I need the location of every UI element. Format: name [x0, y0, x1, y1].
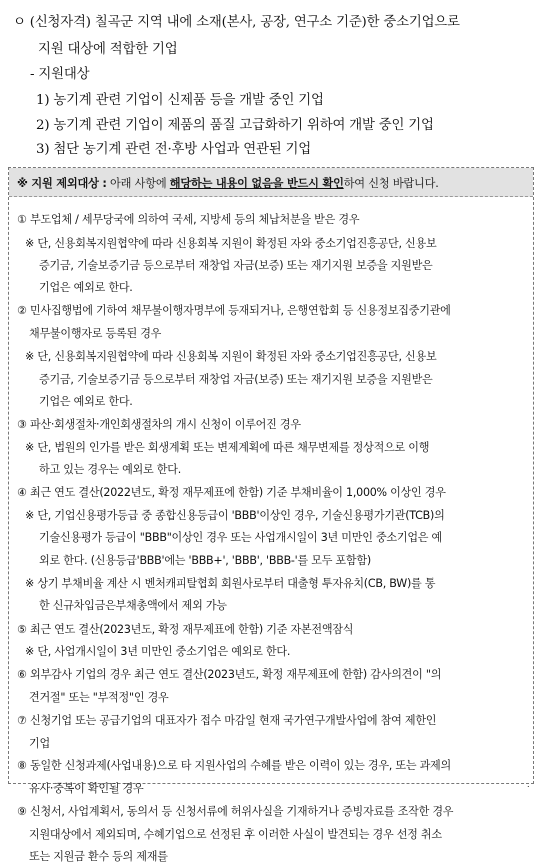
exclusion-line: ※ 단, 법원의 인가를 받은 회생계획 또는 변제계획에 따른 채무변제를 정상적으로 이행	[25, 441, 430, 454]
exclusion-line: 지원대상에서 제외되며, 수혜기업으로 선정된 후 이러한 사실이 발견되는 경우 선정 취소	[29, 828, 442, 841]
trailing-dot: .	[527, 780, 530, 789]
intro-line-target-1: 1) 농기계 관련 기업이 신제품 등을 개발 중인 기업	[36, 93, 324, 108]
exclusion-line: 증기금, 기술보증기금 등으로부터 재창업 자금(보증) 또는 재기지원 보증을 지원받은	[39, 259, 433, 272]
exclusion-box	[8, 167, 534, 863]
intro-line-target-2: 2) 농기계 관련 기업이 제품의 품질 고급화하기 위하여 개발 중인 기업	[36, 118, 434, 133]
exclusion-line: 유사·중복이 확인될 경우	[29, 782, 144, 795]
exclusion-line: 외로 한다. (신용등급'BBB'에는 'BBB+', 'BBB', 'BBB-'를 모두 포함함)	[39, 554, 371, 567]
intro-line-target-heading: - 지원대상	[30, 67, 90, 82]
exclusion-header-text	[17, 175, 439, 191]
exclusion-line: 채무불이행자로 등록된 경우	[29, 327, 162, 340]
exclusion-line: ④ 최근 연도 결산(2022년도, 확정 재무제표에 한함) 기준 부채비율이 1,000% 이상인 경우	[17, 486, 446, 499]
intro-line-eligibility-cont: 지원 대상에 적합한 기업	[38, 42, 178, 57]
exclusion-line: ⑤ 최근 연도 결산(2023년도, 확정 재무제표에 한함) 기준 자본전액잠식	[17, 623, 354, 636]
exclusion-line: ※ 상기 부채비율 계산 시 벤처캐피탈협회 회원사로부터 대출형 투자유치(CB, BW)를 통	[25, 577, 436, 590]
intro-line-target-3: 3) 첨단 농기계 관련 전·후방 사업과 연관된 기업	[36, 142, 312, 157]
exclusion-line: 한 신규차입금은부채총액에서 제외 가능	[39, 599, 227, 612]
exclusion-line: 하고 있는 경우는 예외로 한다.	[39, 463, 181, 476]
exclusion-line: 기술신용평가 등급이 "BBB"이상인 경우 또는 사업개시일이 3년 미만인 중소기업은 예	[39, 531, 443, 544]
exclusion-line: ⑦ 신청기업 또는 공급기업의 대표자가 접수 마감일 현재 국가연구개발사업에 참여 제한인	[17, 714, 437, 727]
exclusion-header	[9, 168, 533, 197]
exclusion-line: ⑨ 신청서, 사업계획서, 동의서 등 신청서류에 허위사실을 기재하거나 증빙자료를 조작한 경우	[17, 805, 454, 818]
exclusion-line: 기업	[29, 737, 50, 750]
exclusion-line: ① 부도업체 / 세무당국에 의하여 국세, 지방세 등의 체납처분을 받은 경우	[17, 213, 360, 226]
exclusion-line: ⑥ 외부감사 기업의 경우 최근 연도 결산(2023년도, 확정 재무제표에 한함) 감사의견이 "의	[17, 668, 442, 681]
exclusion-mid: 아래 사항에	[106, 177, 170, 190]
exclusion-line: 또는 지원금 환수 등의 제재를	[29, 850, 168, 863]
exclusion-line: ※ 단, 신용회복지원협약에 따라 신용회복 지원이 확정된 자와 중소기업진흥공단, 신용보	[25, 237, 437, 250]
exclusion-line: ② 민사집행법에 기하여 채무불이행자명부에 등재되거나, 은행연합회 등 신용정보집중기관에	[17, 304, 451, 317]
exclusion-title: ※ 지원 제외대상 :	[17, 177, 107, 190]
exclusion-line: ※ 단, 기업신용평가등급 중 종합신용등급이 'BBB'이상인 경우, 기술신용평가기관(TCB)의	[25, 509, 445, 522]
exclusion-line: ※ 단, 신용회복지원협약에 따라 신용회복 지원이 확정된 자와 중소기업진흥공단, 신용보	[25, 350, 437, 363]
exclusion-line: ※ 단, 사업개시일이 3년 미만인 중소기업은 예외로 한다.	[25, 645, 291, 658]
exclusion-line: 기업은 예외로 한다.	[39, 395, 133, 408]
exclusion-line: 증기금, 기술보증기금 등으로부터 재창업 자금(보증) 또는 재기지원 보증을 지원받은	[39, 373, 433, 386]
intro-line-eligibility: ㅇ (신청자격) 칠곡군 지역 내에 소재(본사, 공장, 연구소 기준)한 중소기업으로	[13, 15, 460, 30]
exclusion-line: 견거절" 또는 "부적정"인 경우	[29, 691, 169, 704]
exclusion-line: ③ 파산·회생절차·개인회생절차의 개시 신청이 이루어진 경우	[17, 418, 301, 431]
exclusion-suffix: 하여 신청 바랍니다.	[343, 177, 439, 190]
exclusion-line: ⑧ 동일한 신청과제(사업내용)으로 타 지원사업의 수혜를 받은 이력이 있는 경우, 또는 과제의	[17, 759, 451, 772]
exclusion-line: 기업은 예외로 한다.	[39, 281, 133, 294]
exclusion-emphasis: 해당하는 내용이 없음을 반드시 확인	[169, 177, 344, 190]
